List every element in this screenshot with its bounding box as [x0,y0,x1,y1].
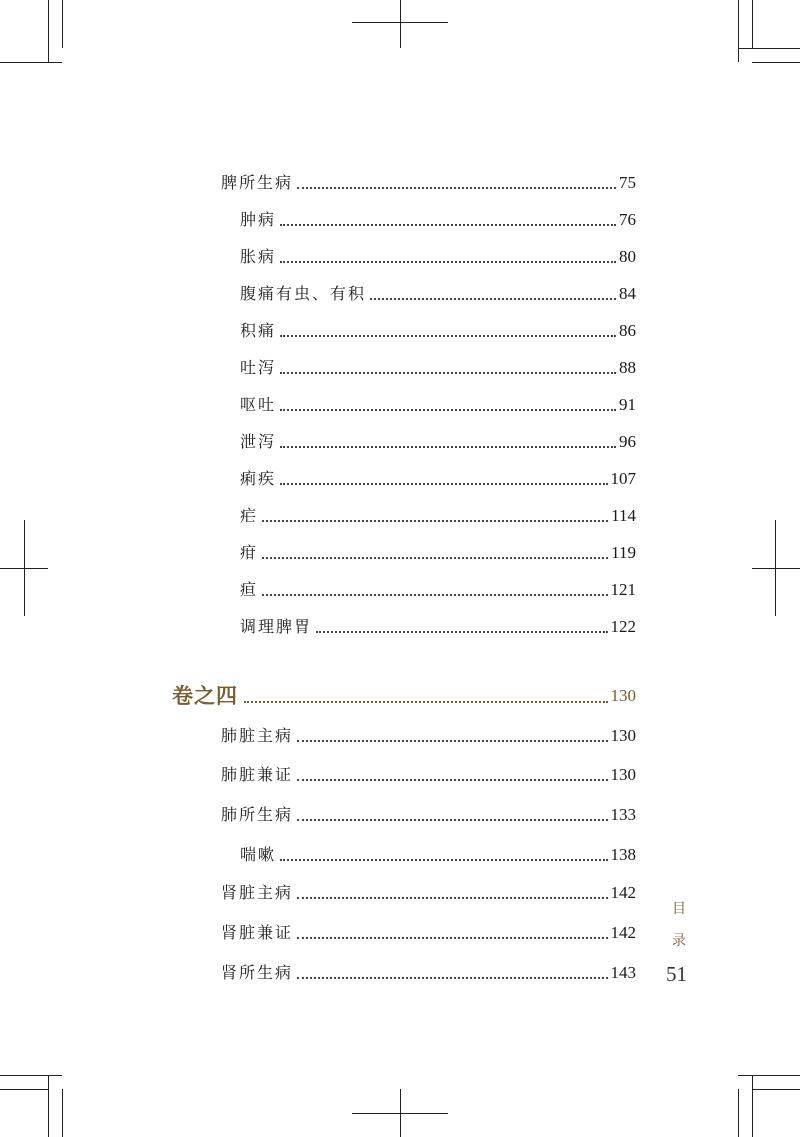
toc-entry[interactable] [221,963,636,983]
toc-entry[interactable] [240,247,636,267]
dot-leader [280,859,607,861]
section-title: 卷之四 [172,683,238,708]
running-header-char-2: 录 [672,933,686,949]
toc-entry-title: 痢疾 [240,469,277,488]
toc-entry[interactable] [221,726,636,746]
toc-entry-page: 75 [619,173,636,192]
toc-entry-title: 疳 [240,543,259,562]
dot-leader [280,409,616,411]
toc-entry-page: 142 [610,923,636,942]
toc-entry-title: 积痛 [240,321,277,340]
toc-entry-page: 96 [619,432,636,451]
toc-entry[interactable] [221,923,636,943]
dot-leader [297,937,607,939]
dot-leader [316,631,607,633]
toc-section-heading[interactable] [172,683,636,709]
dot-leader [297,897,607,899]
toc-entry[interactable] [240,543,636,563]
dot-leader [280,446,616,448]
toc-entry-page: 130 [610,765,636,784]
toc-entry[interactable] [240,395,636,415]
toc-entry-title: 泄泻 [240,432,277,451]
toc-entry-page: 130 [610,726,636,745]
dot-leader [370,298,616,300]
dot-leader [297,779,607,781]
toc-entry-page: 122 [610,617,636,636]
running-header-char-1: 目 [672,901,686,917]
toc-entry[interactable] [240,580,636,600]
toc-entry-page: 121 [610,580,636,599]
toc-entry-title: 胀病 [240,247,277,266]
toc-entry[interactable] [240,358,636,378]
toc-entry-title: 肺脏主病 [221,726,294,745]
toc-entry-title: 疸 [240,580,259,599]
toc-entry[interactable] [221,883,636,903]
dot-leader [297,977,607,979]
toc-entry-page: 88 [619,358,636,377]
toc-entry-page: 91 [619,395,636,414]
toc-entry[interactable] [240,845,636,865]
dot-leader [297,740,607,742]
dot-leader [297,819,607,821]
toc-entry[interactable] [240,432,636,452]
toc-entry-page: 107 [610,469,636,488]
dot-leader [280,224,616,226]
toc-entry-page: 143 [610,963,636,982]
toc-entry-title: 呕吐 [240,395,277,414]
toc-entry[interactable] [240,617,636,637]
toc-entry-page: 142 [610,883,636,902]
dot-leader [262,520,608,522]
section-page: 130 [610,686,636,705]
dot-leader [280,261,616,263]
dot-leader [280,372,616,374]
toc-entry[interactable] [240,469,636,489]
toc-entry[interactable] [240,321,636,341]
toc-entry-title: 脾所生病 [221,173,294,192]
toc-entry[interactable] [240,210,636,230]
toc-entry-title: 喘嗽 [240,845,277,864]
toc-entry-page: 86 [619,321,636,340]
toc-entry-title: 肾脏兼证 [221,923,294,942]
toc-entry-page: 133 [610,805,636,824]
dot-leader [262,594,607,596]
toc-entry-title: 调理脾胃 [240,617,313,636]
dot-leader [280,483,607,485]
dot-leader [244,701,608,703]
page-number: 51 [666,962,687,986]
toc-entry-title: 腹痛有虫、有积 [240,284,367,303]
toc-entry-page: 138 [610,845,636,864]
toc-entry-page: 76 [619,210,636,229]
toc-entry-page: 84 [619,284,636,303]
dot-leader [280,335,616,337]
toc-entry-title: 肾脏主病 [221,883,294,902]
toc-entry[interactable] [221,805,636,825]
dot-leader [297,187,616,189]
dot-leader [262,557,608,559]
toc-entry-page: 119 [611,543,636,562]
toc-entry-title: 肺脏兼证 [221,765,294,784]
toc-entry[interactable] [240,284,636,304]
toc-entry[interactable] [240,506,636,526]
toc-entry-title: 吐泻 [240,358,277,377]
toc-entry-page: 114 [611,506,636,525]
toc-entry-title: 肿病 [240,210,277,229]
toc-entry-title: 肾所生病 [221,963,294,982]
toc-entry-page: 80 [619,247,636,266]
toc-entry[interactable] [221,765,636,785]
toc-entry-title: 肺所生病 [221,805,294,824]
toc-entry[interactable] [221,173,636,193]
toc-entry-title: 疟 [240,506,259,525]
